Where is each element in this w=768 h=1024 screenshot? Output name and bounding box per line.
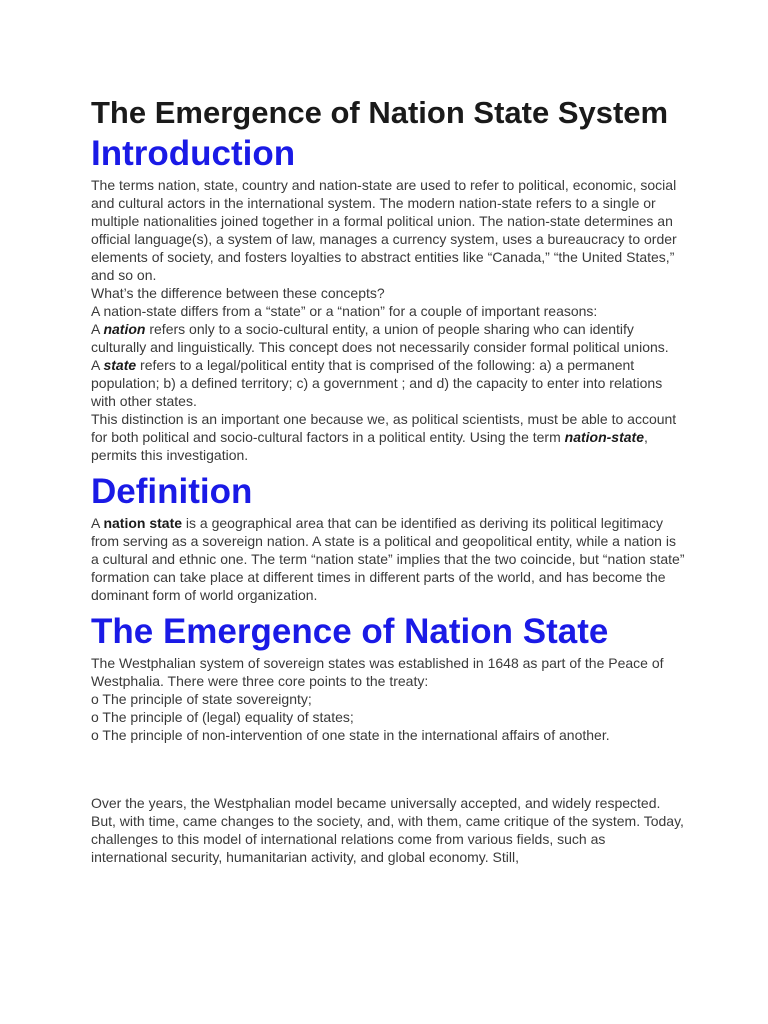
document-page <box>91 94 685 866</box>
nation-term: nation <box>103 321 146 337</box>
nation-rest: refers only to a socio-cultural entity, a union of people sharing who can identify culturally and linguistically. This concept does not necessarily consider formal political unions. <box>91 321 669 355</box>
nation-state-bold-term: nation state <box>103 515 183 531</box>
emergence-paragraph-1: The Westphalian system of sovereign states was established in 1648 as part of the Peace of Westphalia. There were three core points to the treaty: <box>91 655 664 689</box>
introduction-paragraph-3: A nation-state differs from a “state” or a “nation” for a couple of important reasons: <box>91 303 598 319</box>
introduction-paragraph-1: The terms nation, state, country and nation-state are used to refer to political, economic, social and cultural actors in the international system. The modern nation-state refers to a single or multiple nationalities joined together in a formal political union. The nation-state determines an official language(s), a system of law, manages a currency system, uses a bureaucracy to order elements of society, and fosters loyalties to abstract entities like “Canada,” “the United States,” and so on. <box>91 177 677 283</box>
definition-prefix: A <box>91 515 104 531</box>
distinction-paragraph <box>91 410 685 464</box>
emergence-heading: The Emergence of Nation State <box>91 612 609 651</box>
introduction-heading: Introduction <box>91 134 296 173</box>
introduction-question: What’s the difference between these concepts? <box>91 285 385 301</box>
state-term: state <box>103 357 137 373</box>
treaty-point: o The principle of (legal) equality of states; <box>91 709 354 725</box>
state-rest: refers to a legal/political entity that is comprised of the following: a) a permanent population; b) a defined territory; c) a government ; and d) the capacity to enter into relations with other states. <box>91 357 663 409</box>
paragraph-spacer <box>91 744 685 794</box>
nation-definition-paragraph <box>91 320 685 356</box>
state-definition-paragraph <box>91 356 685 410</box>
definition-paragraph <box>91 514 685 604</box>
emergence-paragraph-2: Over the years, the Westphalian model became universally accepted, and widely respected. But, with time, came changes to the society, and, with them, came critique of the system. Today, challenges to this model of international relations come from various fields, such as international security, humanitarian activity, and global economy. Still, <box>91 795 684 865</box>
state-prefix: A <box>91 357 104 373</box>
distinction-rest: , permits this investigation. <box>91 429 648 463</box>
nation-prefix: A <box>91 321 104 337</box>
nation-state-term: nation-state <box>564 429 644 445</box>
treaty-point: o The principle of non-intervention of one state in the international affairs of another. <box>91 727 610 743</box>
document-title: The Emergence of Nation State System <box>91 95 669 130</box>
distinction-text: This distinction is an important one because we, as political scientists, must be able to account for both political and socio-cultural factors in a political entity. Using the term <box>91 411 677 445</box>
treaty-point: o The principle of state sovereignty; <box>91 691 312 707</box>
definition-rest: is a geographical area that can be identified as deriving its political legitimacy from serving as a sovereign nation. A state is a political and geopolitical entity, while a nation is a cultural and ethnic one. The term “nation state” implies that the two coincide, but “nation state” formation can take place at different times in different parts of the world, and has become the dominant form of world organization. <box>91 515 685 603</box>
definition-heading: Definition <box>91 472 253 511</box>
